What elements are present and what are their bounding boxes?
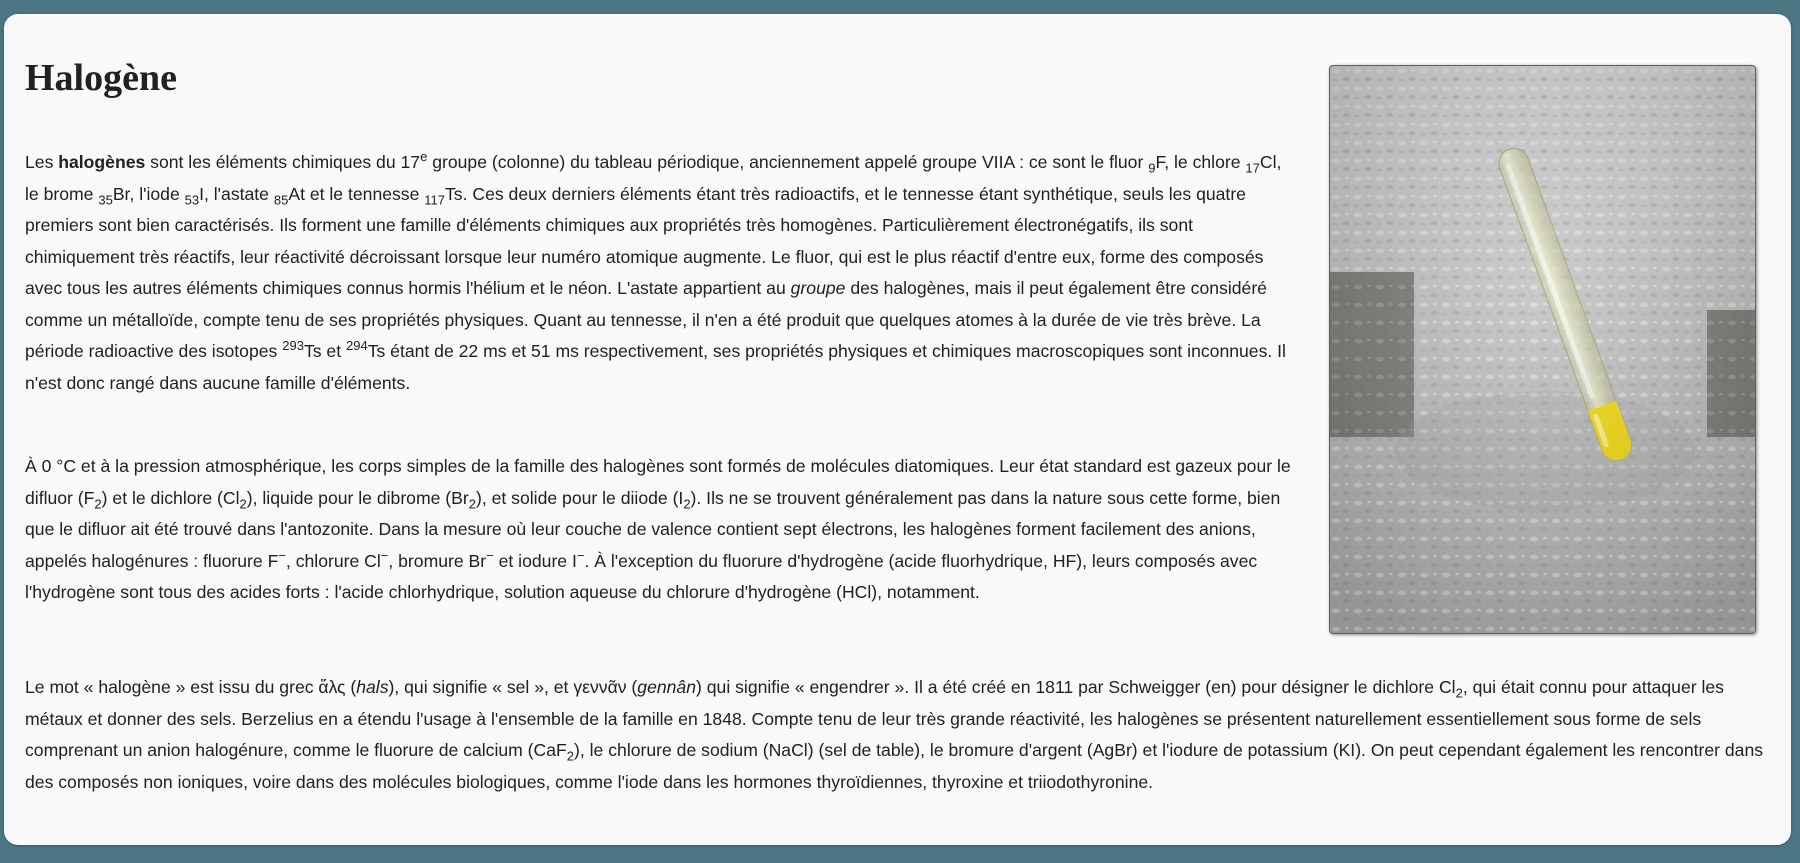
charge-superscript: −	[576, 547, 585, 563]
text-run: ) qui signifie « engendrer ». Il a été créé en 1811 par Schweigger (en) pour désigner le dichlore Cl	[696, 677, 1456, 697]
atomic-number: 35	[98, 192, 113, 208]
page-title: Halogène	[25, 57, 177, 99]
atomic-number: 117	[424, 192, 446, 208]
text-run: groupe (colonne) du tableau périodique, anciennement appelé groupe VIIA : ce sont le fluor	[427, 152, 1149, 172]
text-run: Ts et	[303, 341, 346, 361]
text-run: des halogènes, mais il peut également être considéré comme un métalloïde, compte tenu de ses propriétés physiques. Quant au tennesse, il n'en a été produit que quelques atomes à la durée de vie très brève. La période radioactive des isotopes	[25, 278, 1267, 361]
text-run: Les	[25, 152, 59, 172]
text-run: Cl, le brome	[25, 152, 1282, 204]
subscript: 2	[566, 748, 575, 764]
subscript: 2	[468, 496, 476, 512]
text-run: Le mot « halogène » est issu du grec ἅλς (	[25, 677, 357, 697]
text-run: ), le chlorure de sodium (NaCl) (sel de table), le bromure d'argent (AgBr) et l'iodure de potassium (KI). On peut cependant également les rencontrer dans des composés non ioniques, voire dans des molécules biologiques, comme l'iode dans les hormones thyroïdiennes, thyroxine et triiodothyronine.	[25, 740, 1764, 792]
atomic-number: 17	[1245, 160, 1260, 176]
mass-number: 294	[345, 338, 368, 354]
atomic-number: 85	[273, 192, 289, 208]
text-run: ), liquide pour le dibrome (Br	[246, 487, 469, 508]
etymology-paragraph	[25, 672, 1765, 798]
text-run: et iodure I	[493, 550, 577, 571]
text-run: At et le tennesse	[288, 183, 425, 204]
text-run: ), et solide pour le diiode (I	[475, 487, 684, 508]
text-run: ), qui signifie « sel », et γεννᾶν (	[388, 677, 638, 697]
properties-paragraph	[25, 451, 1293, 609]
subscript: 2	[94, 496, 102, 512]
intro-paragraph	[25, 147, 1293, 399]
text-run: ). Ils ne se trouvent généralement pas dans la nature sous cette forme, bien que le difluor ait été trouvé dans l'antozonite. Dans la mesure où leur couche de valence contient sept électrons, les halogènes forment facilement des anions, appelés halogénures : fluorure F	[25, 487, 1281, 571]
text-run: , qui était connu pour attaquer les métaux et donner des sels. Berzelius en a étendu l'usage à l'ensemble de la famille en 1848. Compte tenu de leur très grande réactivité, les halogènes se présentent naturellement essentiellement sous forme de sels comprenant un anion halogénure, comme le fluorure de calcium (CaF	[25, 677, 1724, 760]
halogen-ampoule-photo	[1329, 65, 1756, 634]
text-run: , bromure Br	[388, 550, 487, 571]
superscript: e	[420, 149, 428, 165]
atomic-number: 9	[1148, 160, 1156, 176]
text-run: Br, l'iode	[112, 183, 185, 204]
text-run: À 0 °C et à la pression atmosphérique, les corps simples de la famille des halogènes sont formés de molécules diatomiques. Leur état standard est gazeux pour le difluor (F	[25, 456, 1291, 508]
atomic-number: 53	[184, 192, 200, 208]
mass-number: 293	[282, 338, 304, 354]
charge-superscript: −	[278, 547, 286, 563]
article-card	[4, 14, 1791, 845]
subscript: 2	[683, 496, 691, 512]
text-run: Ts. Ces deux derniers éléments étant très radioactifs, et le tennesse étant synthétique, seuls les quatre premiers sont bien caractérisés. Ils forment une famille d'éléments chimiques aux propriétés très homogènes. Particulièrement électronégatifs, ils sont chimiquement très réactifs, leur réactivité décroissant lorsque leur numéro atomique augmente. Le fluor, qui est le plus réactif d'entre eux, forme des composés avec tous les autres éléments chimiques connus hormis l'hélium et le néon. L'astate appartient au	[25, 183, 1264, 298]
text-run: . À l'exception du fluorure d'hydrogène (acide fluorhydrique, HF), leurs composés avec l'hydrogène sont tous des acides forts : l'acide chlorhydrique, solution aqueuse du chlorure d'hydrogène (HCl), notamment.	[25, 550, 1258, 602]
bold-term: halogènes	[58, 152, 146, 172]
italic-term: groupe	[790, 278, 846, 298]
text-run: I, l'astate	[199, 183, 274, 204]
text-run: , chlorure Cl	[285, 550, 381, 571]
charge-superscript: −	[486, 547, 494, 563]
italic-term: hals	[356, 677, 389, 697]
text-run: sont les éléments chimiques du 17	[145, 152, 421, 172]
text-run: Ts étant de 22 ms et 51 ms respectivement, ses propriétés physiques et chimiques macroscopiques sont inconnues. Il n'est donc rangé dans aucune famille d'éléments.	[25, 341, 1286, 393]
charge-superscript: −	[380, 547, 389, 563]
subscript: 2	[1455, 685, 1463, 701]
text-run: ) et le dichlore (Cl	[101, 487, 240, 508]
text-run: F, le chlore	[1155, 152, 1246, 172]
italic-term: gennân	[637, 677, 696, 697]
ampoule-illustration	[1330, 66, 1755, 633]
subscript: 2	[239, 496, 247, 512]
